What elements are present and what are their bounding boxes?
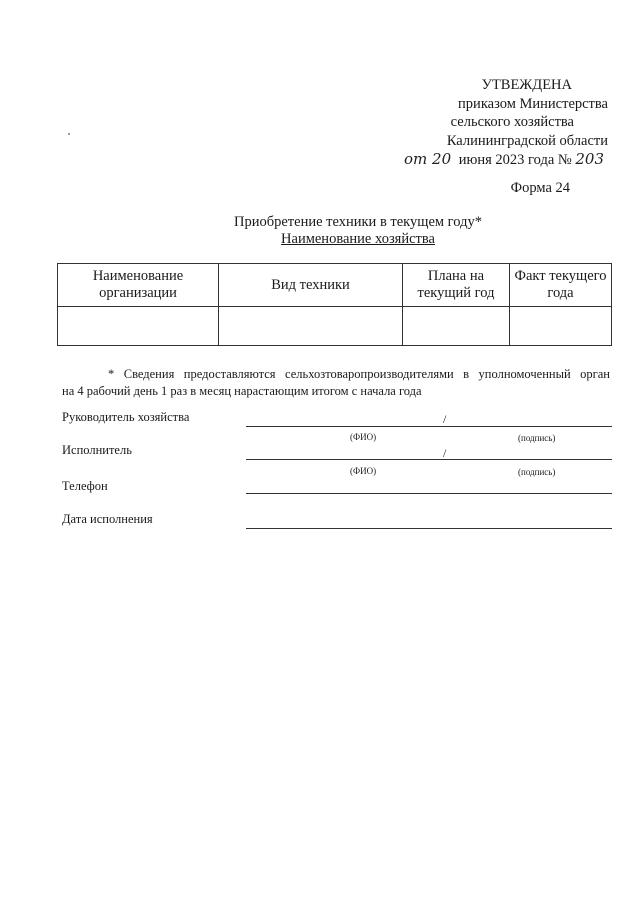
document-title: Приобретение техники в текущем году* — [234, 214, 482, 230]
footnote-line-1: * Сведения предоставляются сельхозтоваропроизводителями в уполномоченный орган — [108, 367, 610, 381]
col-organization: Наименование организации — [58, 264, 219, 307]
head-fio-caption: (ФИО) — [350, 432, 377, 442]
footnote — [62, 366, 610, 400]
head-sign-caption: (подпись) — [518, 433, 556, 443]
footnote-line-2: на 4 рабочий день 1 раз в месяц нарастающим итогом с начала года — [62, 384, 422, 398]
table-row — [58, 307, 612, 346]
approval-line-3: Калининградской области — [446, 132, 608, 149]
col-plan: Плана на текущий год — [403, 264, 510, 307]
approval-date-line — [380, 150, 608, 170]
approval-date-text: июня 2023 года № — [458, 152, 572, 168]
executor-label: Исполнитель — [62, 443, 132, 457]
cell-plan[interactable] — [403, 307, 510, 346]
handwritten-date: от 20 — [404, 150, 452, 168]
executor-sign-caption: (подпись) — [518, 467, 556, 477]
head-slash: / — [443, 412, 447, 426]
head-of-farm-label: Руководитель хозяйства — [62, 410, 190, 424]
handwritten-number: 203 — [575, 150, 604, 168]
completion-date-label: Дата исполнения — [62, 512, 153, 526]
approval-block — [380, 76, 608, 170]
approval-line-2: сельского хозяйства — [450, 114, 574, 130]
completion-date-line[interactable] — [246, 528, 612, 529]
executor-slash: / — [443, 446, 447, 460]
cell-organization[interactable] — [58, 307, 219, 346]
approval-heading: УТВЕЖДЕНА — [481, 77, 572, 93]
col-fact: Факт текущего года — [510, 264, 612, 307]
table-header-row — [58, 264, 612, 307]
phone-line[interactable] — [246, 493, 612, 494]
head-signature-line[interactable] — [246, 426, 612, 427]
executor-fio-caption: (ФИО) — [350, 466, 377, 476]
form-number: Форма 24 — [510, 180, 570, 196]
phone-label: Телефон — [62, 479, 108, 493]
cell-machinery-type[interactable] — [219, 307, 403, 346]
executor-signature-line[interactable] — [246, 459, 612, 460]
farm-name-label: Наименование хозяйства — [281, 231, 435, 247]
machinery-table — [57, 263, 612, 346]
col-machinery-type: Вид техники — [219, 264, 403, 307]
approval-line-1: приказом Министерства — [458, 95, 608, 112]
scan-speck — [68, 133, 70, 135]
document-title-block — [0, 214, 640, 248]
cell-fact[interactable] — [510, 307, 612, 346]
